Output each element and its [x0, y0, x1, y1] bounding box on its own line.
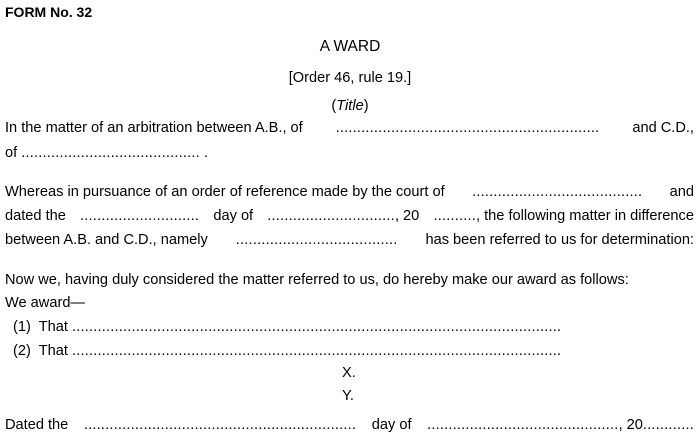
para2-line1: [5, 183, 694, 201]
para1-line2-blank: ..........................................: [21, 145, 200, 161]
para2-line3-text: between A.B. and C.D., namely: [5, 232, 208, 248]
para3-line2: We award—: [5, 295, 86, 311]
para3-line1: Now we, having duly considered the matter referred to us, do hereby make our award as follows:: [5, 272, 629, 288]
para1-line2-end: .: [204, 145, 209, 161]
para2-line3: [5, 231, 694, 249]
para1-line1: [5, 119, 694, 137]
para1-line1-text: In the matter of an arbitration between A.B., of: [5, 120, 303, 136]
para2-line2-blank-month: ..............................: [267, 208, 395, 224]
para2-line1-text: Whereas in pursuance of an order of reference made by the court of: [5, 184, 445, 200]
dated-blank-day: ................................................................: [83, 417, 357, 433]
subtitle-text: Title: [336, 98, 364, 114]
subtitle: (Title): [331, 98, 369, 114]
award-item-2-blank: ...................................................................................................................: [71, 343, 562, 359]
signature-y: Y.: [342, 388, 354, 404]
para1-line2: [5, 144, 208, 162]
dated-blank-month: .............................................: [427, 417, 619, 433]
award-item-2-label: That: [38, 343, 68, 359]
form-number: FORM No. 32: [5, 4, 93, 20]
para2-line2-text: dated the: [5, 208, 66, 224]
award-item-1-label: That: [38, 319, 68, 335]
para2-line1-blank: ........................................: [472, 184, 643, 200]
para1-line2-text: of: [5, 145, 18, 161]
order-reference: [Order 46, rule 19.]: [288, 70, 412, 86]
dated-line: [5, 416, 694, 434]
para2-line1-end: and: [669, 184, 694, 200]
para1-line1-end: and C.D.,: [632, 120, 694, 136]
dated-year: , 20: [618, 417, 643, 433]
para2-line3-blank: ......................................: [235, 232, 398, 248]
para2-line2: [5, 207, 694, 225]
para2-line2-dayof: day of: [213, 208, 254, 224]
dated-blank-year: ............: [642, 417, 694, 433]
para2-line2-blank-year: ..........: [433, 208, 476, 224]
para2-line2-end: , the following matter in difference: [476, 208, 694, 224]
award-item-2: [13, 342, 694, 360]
award-item-1-number: (1): [13, 319, 31, 335]
dated-text: Dated the: [5, 417, 69, 433]
document-title: A WARD: [319, 38, 381, 55]
award-item-1: [13, 318, 694, 336]
signature-x: X.: [342, 365, 356, 381]
dated-dayof: day of: [371, 417, 412, 433]
para2-line3-end: has been referred to us for determination:: [425, 232, 694, 248]
para2-line2-blank-date: ............................: [80, 208, 200, 224]
para1-line1-blank: ..............................................................: [335, 120, 600, 136]
para2-line2-year: , 20: [394, 208, 420, 224]
award-item-1-blank: ...................................................................................................................: [71, 319, 562, 335]
award-item-2-number: (2): [13, 343, 31, 359]
